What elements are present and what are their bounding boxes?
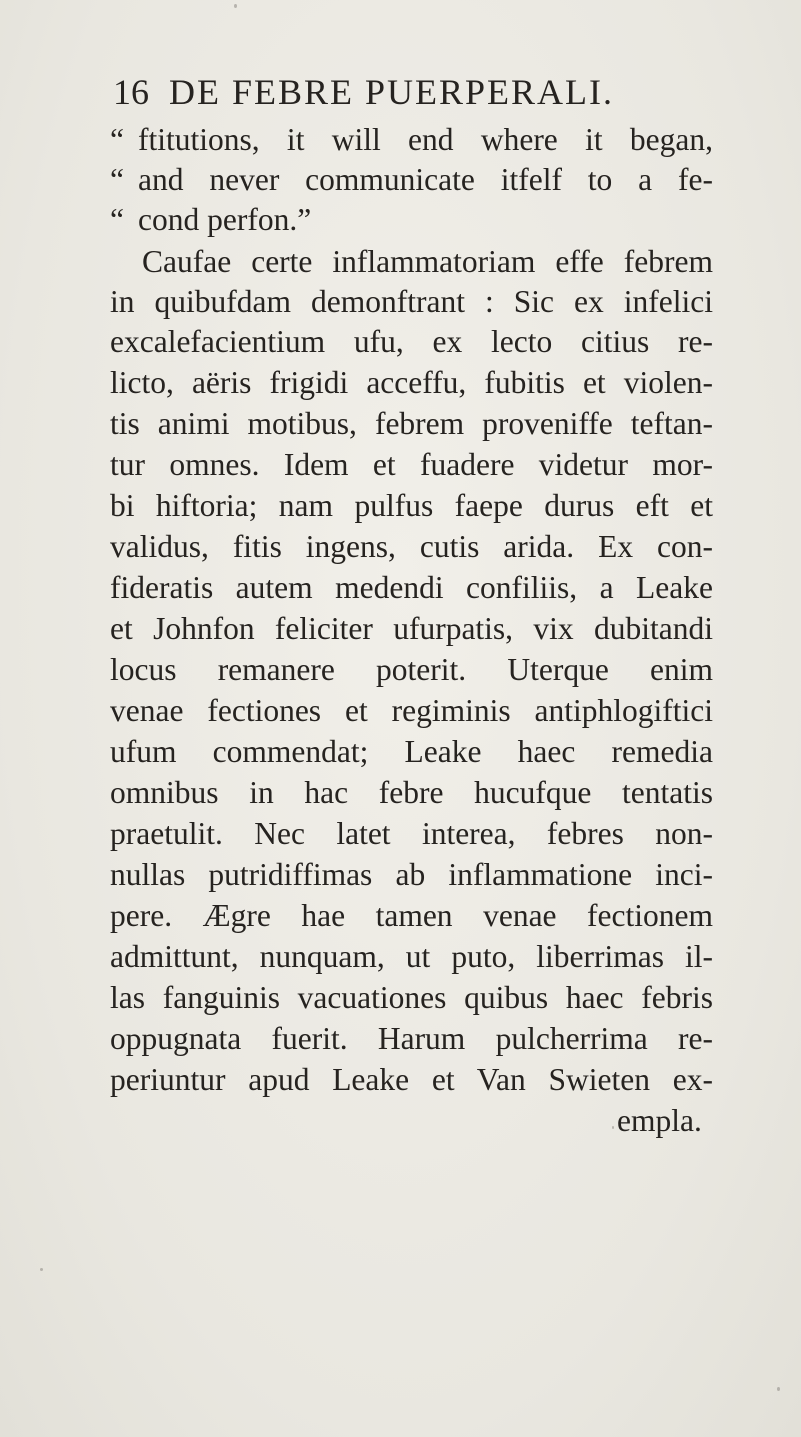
- paragraph-line: periuntur apud Leake et Van Swieten ex-: [110, 1062, 713, 1097]
- paper-speck: [612, 1126, 614, 1129]
- paragraph-line: oppugnata fuerit. Harum pulcherrima re-: [110, 1021, 713, 1056]
- paragraph-line: licto, aëris frigidi acceffu, fubitis et violen-: [110, 365, 713, 400]
- running-header: [113, 70, 713, 114]
- quote-mark: “: [110, 122, 124, 157]
- catchword: empla.: [617, 1103, 702, 1138]
- paper-speck: [234, 4, 237, 8]
- paragraph-line: et Johnfon feliciter ufurpatis, vix dubitandi: [110, 611, 713, 646]
- paragraph-line: venae fectiones et regiminis antiphlogiftici: [110, 693, 713, 728]
- paragraph-line: tis animi motibus, febrem proveniffe teftan-: [110, 406, 713, 441]
- running-title: DE FEBRE PUERPERALI.: [169, 72, 615, 112]
- quote-text: cond perfon.”: [138, 202, 312, 237]
- paragraph-line: las fanguinis vacuationes quibus haec febris: [110, 980, 713, 1015]
- quote-line: [110, 160, 713, 200]
- paragraph-line: locus remanere poterit. Uterque enim: [110, 652, 713, 687]
- quote-line: [110, 200, 713, 240]
- paragraph-line: pere. Ægre hae tamen venae fectionem: [110, 898, 713, 933]
- paragraph-line: omnibus in hac febre hucufque tentatis: [110, 775, 713, 810]
- page-number: 16: [113, 72, 149, 112]
- quote-text: and never communicate itfelf to a fe-: [138, 162, 713, 197]
- paragraph-line: in quibufdam demonftrant : Sic ex infelici: [110, 284, 713, 319]
- paper-speck: [40, 1268, 43, 1271]
- paragraph-line: fideratis autem medendi confiliis, a Leake: [110, 570, 713, 605]
- paragraph-line: admittunt, nunquam, ut puto, liberrimas il-: [110, 939, 713, 974]
- paragraph-line: praetulit. Nec latet interea, febres non-: [110, 816, 713, 851]
- quote-text: ftitutions, it will end where it began,: [138, 122, 713, 157]
- paragraph-line: nullas putridiffimas ab inflammatione inci-: [110, 857, 713, 892]
- paragraph-line: ufum commendat; Leake haec remedia: [110, 734, 713, 769]
- quote-line: [110, 120, 713, 160]
- paragraph-line: excalefacientium ufu, ex lecto citius re-: [110, 324, 713, 359]
- paper-speck: [777, 1387, 780, 1391]
- quote-mark: “: [110, 162, 124, 197]
- paragraph-line: Caufae certe inflammatoriam effe febrem: [142, 244, 713, 279]
- paragraph-line: validus, fitis ingens, cutis arida. Ex con-: [110, 529, 713, 564]
- paragraph-line: tur omnes. Idem et fuadere videtur mor-: [110, 447, 713, 482]
- quote-mark: “: [110, 202, 124, 237]
- paragraph-line: bi hiftoria; nam pulfus faepe durus eft et: [110, 488, 713, 523]
